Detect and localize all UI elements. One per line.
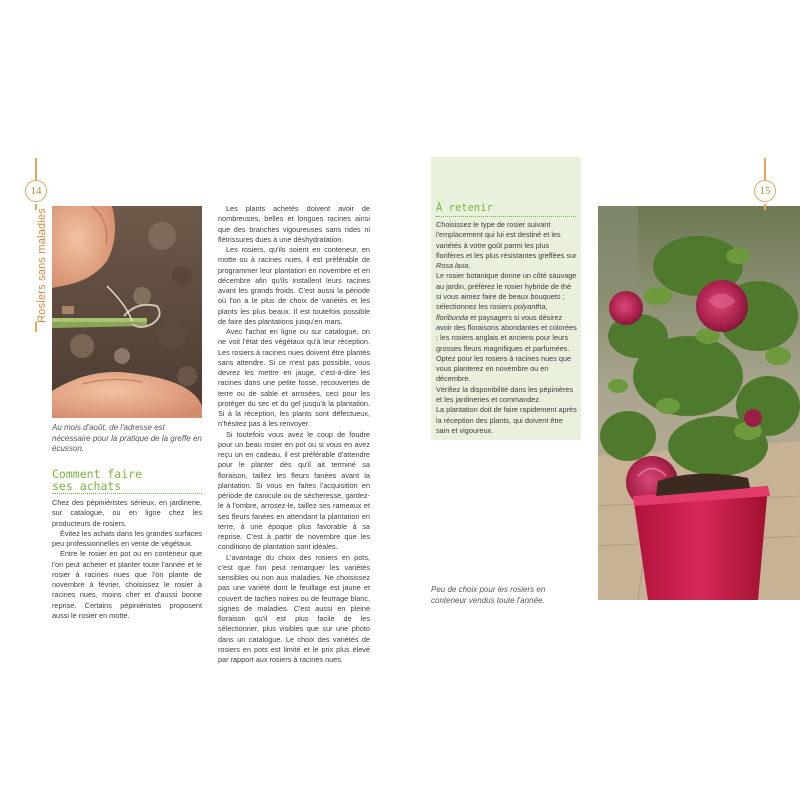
box-paragraph: La plantation doit de faire rapidement après la réception des plants, qui doivent être sain et vigoureux. [436, 405, 577, 435]
left-text-column-2 [218, 204, 370, 665]
col2-paragraph: Avec l'achat en ligne ou sur catalogue, on ne voit l'état des végétaux qu'à leur réception. Les rosiers à racines nues doivent être plantés sans attendre. Si ce n'est pas possible, vous devrez les mettre en jauge, c'est-à-dire les racines dans une petite fosse, recouvertes de terre ou de sable et arrosées, ceci pour les protéger du sec et du gel jusqu'à la plantation. Si à la réception, les plants sont défectueux, n'hésitez pas à les renvoyer. [218, 327, 370, 429]
rose-pot-photo [598, 206, 800, 600]
section-heading-rule [52, 493, 202, 495]
page-margin-line-top-left [35, 158, 37, 180]
retenir-box-title: À retenir [436, 202, 493, 214]
page-margin-line-top-right [764, 158, 766, 180]
col1-paragraph: Chez des pépiniéristes sérieux, en jardinerie, sur catalogue, ou en ligne chez les producteurs de rosiers. [52, 498, 202, 528]
box-paragraph: Optez pour les rosiers à racines nues que vous planterez en novembre ou en décembre. [436, 353, 572, 384]
section-heading [52, 468, 162, 492]
graft-photo [52, 206, 202, 418]
graft-photo-caption: Au mois d'août, de l'adresse est nécessaire pour la pratique de la greffe en écusson. [52, 423, 202, 453]
section-heading-text: Comment faire ses achats [52, 467, 143, 493]
col1-paragraph: Évitez les achats dans les grandes surfaces peu professionnelles en vente de végétaux. [52, 528, 202, 548]
col2-paragraph: Si toutefois vous avez le coup de foudre pour un beau rosier en pot ou si vous en avez reçu un en cadeau, il est préférable d'attendre pour le planter dès qu'il ait terminé sa floraison, taillez les fleurs fanées avant la plantation. Si vous en faites l'acquisition en période de canicule ou de sécheresse, gardez-le à l'ombre, arrosez-le, taillez ses rameaux et ses fleurs fanées en attendant la plantation en terre, à une époque plus favorable à sa reprise. C'est à partir de novembre que les conditions de plantation sont idéales. [218, 429, 370, 552]
box-paragraph: Le rosier botanique donne un côté sauvage au jardin, préférez le rosier hybride de thé si vous aimez faire de beaux bouquets ; sélectionnez les rosiers polyantha, floribunda et paysagers si vous désirez avoir des floraisons abondantes et colorées ; les rosiers anglais et anciens pour leurs grosses fleurs magnifiques et parfumées. [436, 271, 577, 353]
left-text-column-1 [52, 498, 202, 621]
running-title: Rosiers sans maladies [36, 208, 48, 323]
box-paragraph: Choisissez le type de rosier suivant l'emplacement qui lui est destiné et les variétés à votre goût parmi les plus florifères et les plus résistantes greffées sur Rosa laxa. [436, 220, 577, 271]
page-margin-line-title-left [35, 322, 37, 332]
page-number-right: 15 [754, 180, 776, 202]
retenir-box-rule [436, 216, 576, 218]
col2-paragraph: L'avantage du choix des rosiers en pots, c'est que l'on peut remarquer les variétés sensibles ou non aux maladies. Ne choisissez pas une variété dont le feuillage est jaune et couvert de taches noires ou de feutrage blanc, signes de maladies. C'est aussi en pleine floraison qu'il est plus facile de les sélectionner, plus visibles que sur une photo dans un catalogue. Le choix des variétés de rosiers en pots est limité et le prix plus élevé par rapport aux rosiers à racines nues. [218, 552, 370, 664]
retenir-box-text [436, 220, 578, 436]
page-margin-line-bottom-right [764, 204, 766, 210]
col1-paragraph: Entre le rosier en pot ou en conteneur que l'on peut acheter et planter toute l'année et le rosier à racines nues que l'on plante de novembre à février, choisissez le rosier à racines nues, moins cher et d'aussi bonne reprise. Certains pépiniéristes proposent aussi le rosier en motte. [52, 549, 202, 620]
page-number-left: 14 [25, 180, 47, 202]
col2-paragraph: Les plants achetés doivent avoir de nombreuses, belles et longues racines ainsi que des branches vigoureuses sans rides ni flétrissures dues à une déshydratation. [218, 204, 370, 244]
rose-photo-caption: Peu de choix pour les rosiers en conteneur vendus toute l'année. [431, 585, 546, 605]
col2-paragraph: Les rosiers, qu'ils soient en conteneur, en motte ou à racines nues, il est préférable de programmer leur plantation en novembre et en décembre afin qu'ils installent leurs racines avant les grands froids. C'est aussi la période où l'on a le plus de choix de variétés et les plants les plus beaux. Il est toutefois possible de faire des plantations jusqu'en mars. [218, 245, 370, 326]
box-paragraph: Vérifiez la disponibilité dans les pépinières et les jardineries et commandez. [436, 384, 574, 405]
